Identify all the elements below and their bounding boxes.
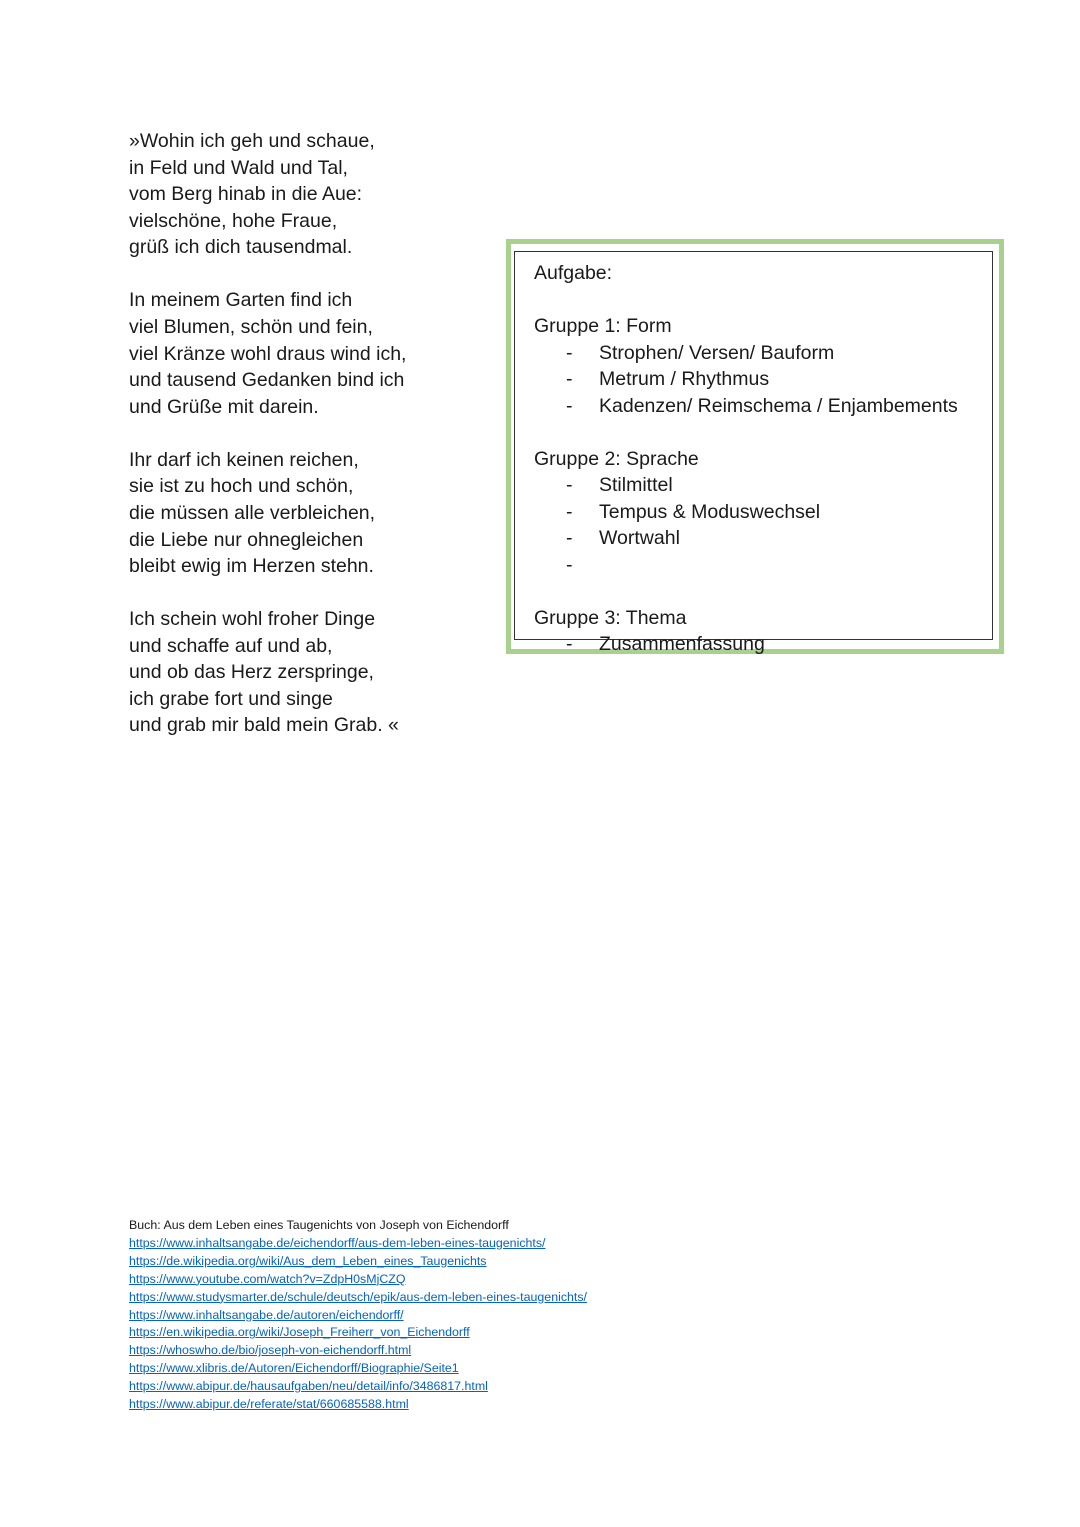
group-item-text: Strophen/ Versen/ Bauform [599,341,835,364]
group-item [534,366,992,393]
poem-line: und tausend Gedanken bind ich [129,369,405,392]
group-item [534,552,992,579]
poem-stanza [129,128,489,261]
group-item [534,393,992,420]
dash-marker: - [566,474,573,496]
group-item [534,340,992,367]
dash-marker: - [566,341,573,364]
task-group-thema [534,605,992,658]
poem-stanza [129,447,489,580]
poem-line: in Feld und Wald und Tal, [129,156,348,179]
poem-stanza [129,606,489,739]
source-link[interactable]: https://www.abipur.de/referate/stat/660685588.html [129,1397,409,1412]
poem-line: und ob das Herz zerspringe, [129,661,374,684]
source-link[interactable]: https://en.wikipedia.org/wiki/Joseph_Freiherr_von_Eichendorff [129,1325,470,1340]
poem-line: viel Blumen, schön und fein, [129,315,373,338]
group-item [534,525,992,552]
poem [129,128,489,739]
group-title: Gruppe 2: Sprache [534,447,699,470]
poem-line: In meinem Garten find ich [129,289,353,312]
group-item-text: Metrum / Rhythmus [599,368,770,390]
task-group-sprache [534,446,992,579]
task-title: Aufgabe: [534,262,613,284]
source-link[interactable]: https://www.studysmarter.de/schule/deutsch/epik/aus-dem-leben-eines-taugenichts/ [129,1289,587,1304]
group-item-text: Kadenzen/ Reimschema / Enjambements [599,394,958,417]
poem-line: vielschöne, hohe Fraue, [129,209,338,232]
dash-marker: - [566,527,573,549]
dash-marker: - [566,368,573,390]
sources [129,1217,587,1414]
group-item-text: Tempus & Moduswechsel [599,500,821,523]
poem-line: Ich schein wohl froher Dinge [129,608,376,631]
poem-line: die Liebe nur ohnegleichen [129,528,364,551]
task-box [514,251,993,655]
dash-marker: - [566,553,573,576]
group-item [534,499,992,526]
group-item-text: Stilmittel [599,474,673,496]
poem-stanza [129,287,489,420]
poem-line: sie ist zu hoch und schön, [129,475,354,498]
source-link[interactable]: https://www.abipur.de/hausaufgaben/neu/detail/info/3486817.html [129,1379,488,1394]
poem-line: ich grabe fort und singe [129,687,333,710]
task-group-form [534,313,992,419]
poem-line: grüß ich dich tausendmal. [129,236,353,259]
poem-line: Ihr darf ich keinen reichen, [129,448,359,471]
source-link[interactable]: https://de.wikipedia.org/wiki/Aus_dem_Leben_eines_Taugenichts [129,1253,487,1268]
source-link[interactable]: https://whoswho.de/bio/joseph-von-eichendorff.html [129,1343,412,1358]
group-title: Gruppe 1: Form [534,315,672,337]
poem-line: und schaffe auf und ab, [129,634,333,657]
poem-line: und grab mir bald mein Grab. « [129,714,399,737]
source-link[interactable]: https://www.xlibris.de/Autoren/Eichendorff/Biographie/Seite1 [129,1361,459,1376]
poem-line: und Grüße mit darein. [129,395,319,418]
dash-marker: - [566,394,573,417]
dash-marker: - [566,500,573,523]
group-item-text: Zusammenfassung [599,633,765,655]
group-item [534,631,992,658]
source-link[interactable]: https://www.youtube.com/watch?v=ZdpH0sMjCZQ [129,1271,406,1286]
group-item-text: Wortwahl [599,527,680,549]
source-link[interactable]: https://www.inhaltsangabe.de/eichendorff/aus-dem-leben-eines-taugenichts/ [129,1235,546,1250]
group-item [534,472,992,499]
poem-line: die müssen alle verbleichen, [129,501,376,524]
poem-line: bleibt ewig im Herzen stehn. [129,555,374,578]
dash-marker: - [566,633,573,655]
group-title: Gruppe 3: Thema [534,606,687,629]
sources-title: Buch: Aus dem Leben eines Taugenichts von Joseph von Eichendorff [129,1218,509,1232]
source-link[interactable]: https://www.inhaltsangabe.de/autoren/eichendorff/ [129,1307,404,1322]
poem-line: vom Berg hinab in die Aue: [129,183,363,206]
poem-line: viel Kränze wohl draus wind ich, [129,342,407,365]
poem-line: »Wohin ich geh und schaue, [129,130,375,152]
